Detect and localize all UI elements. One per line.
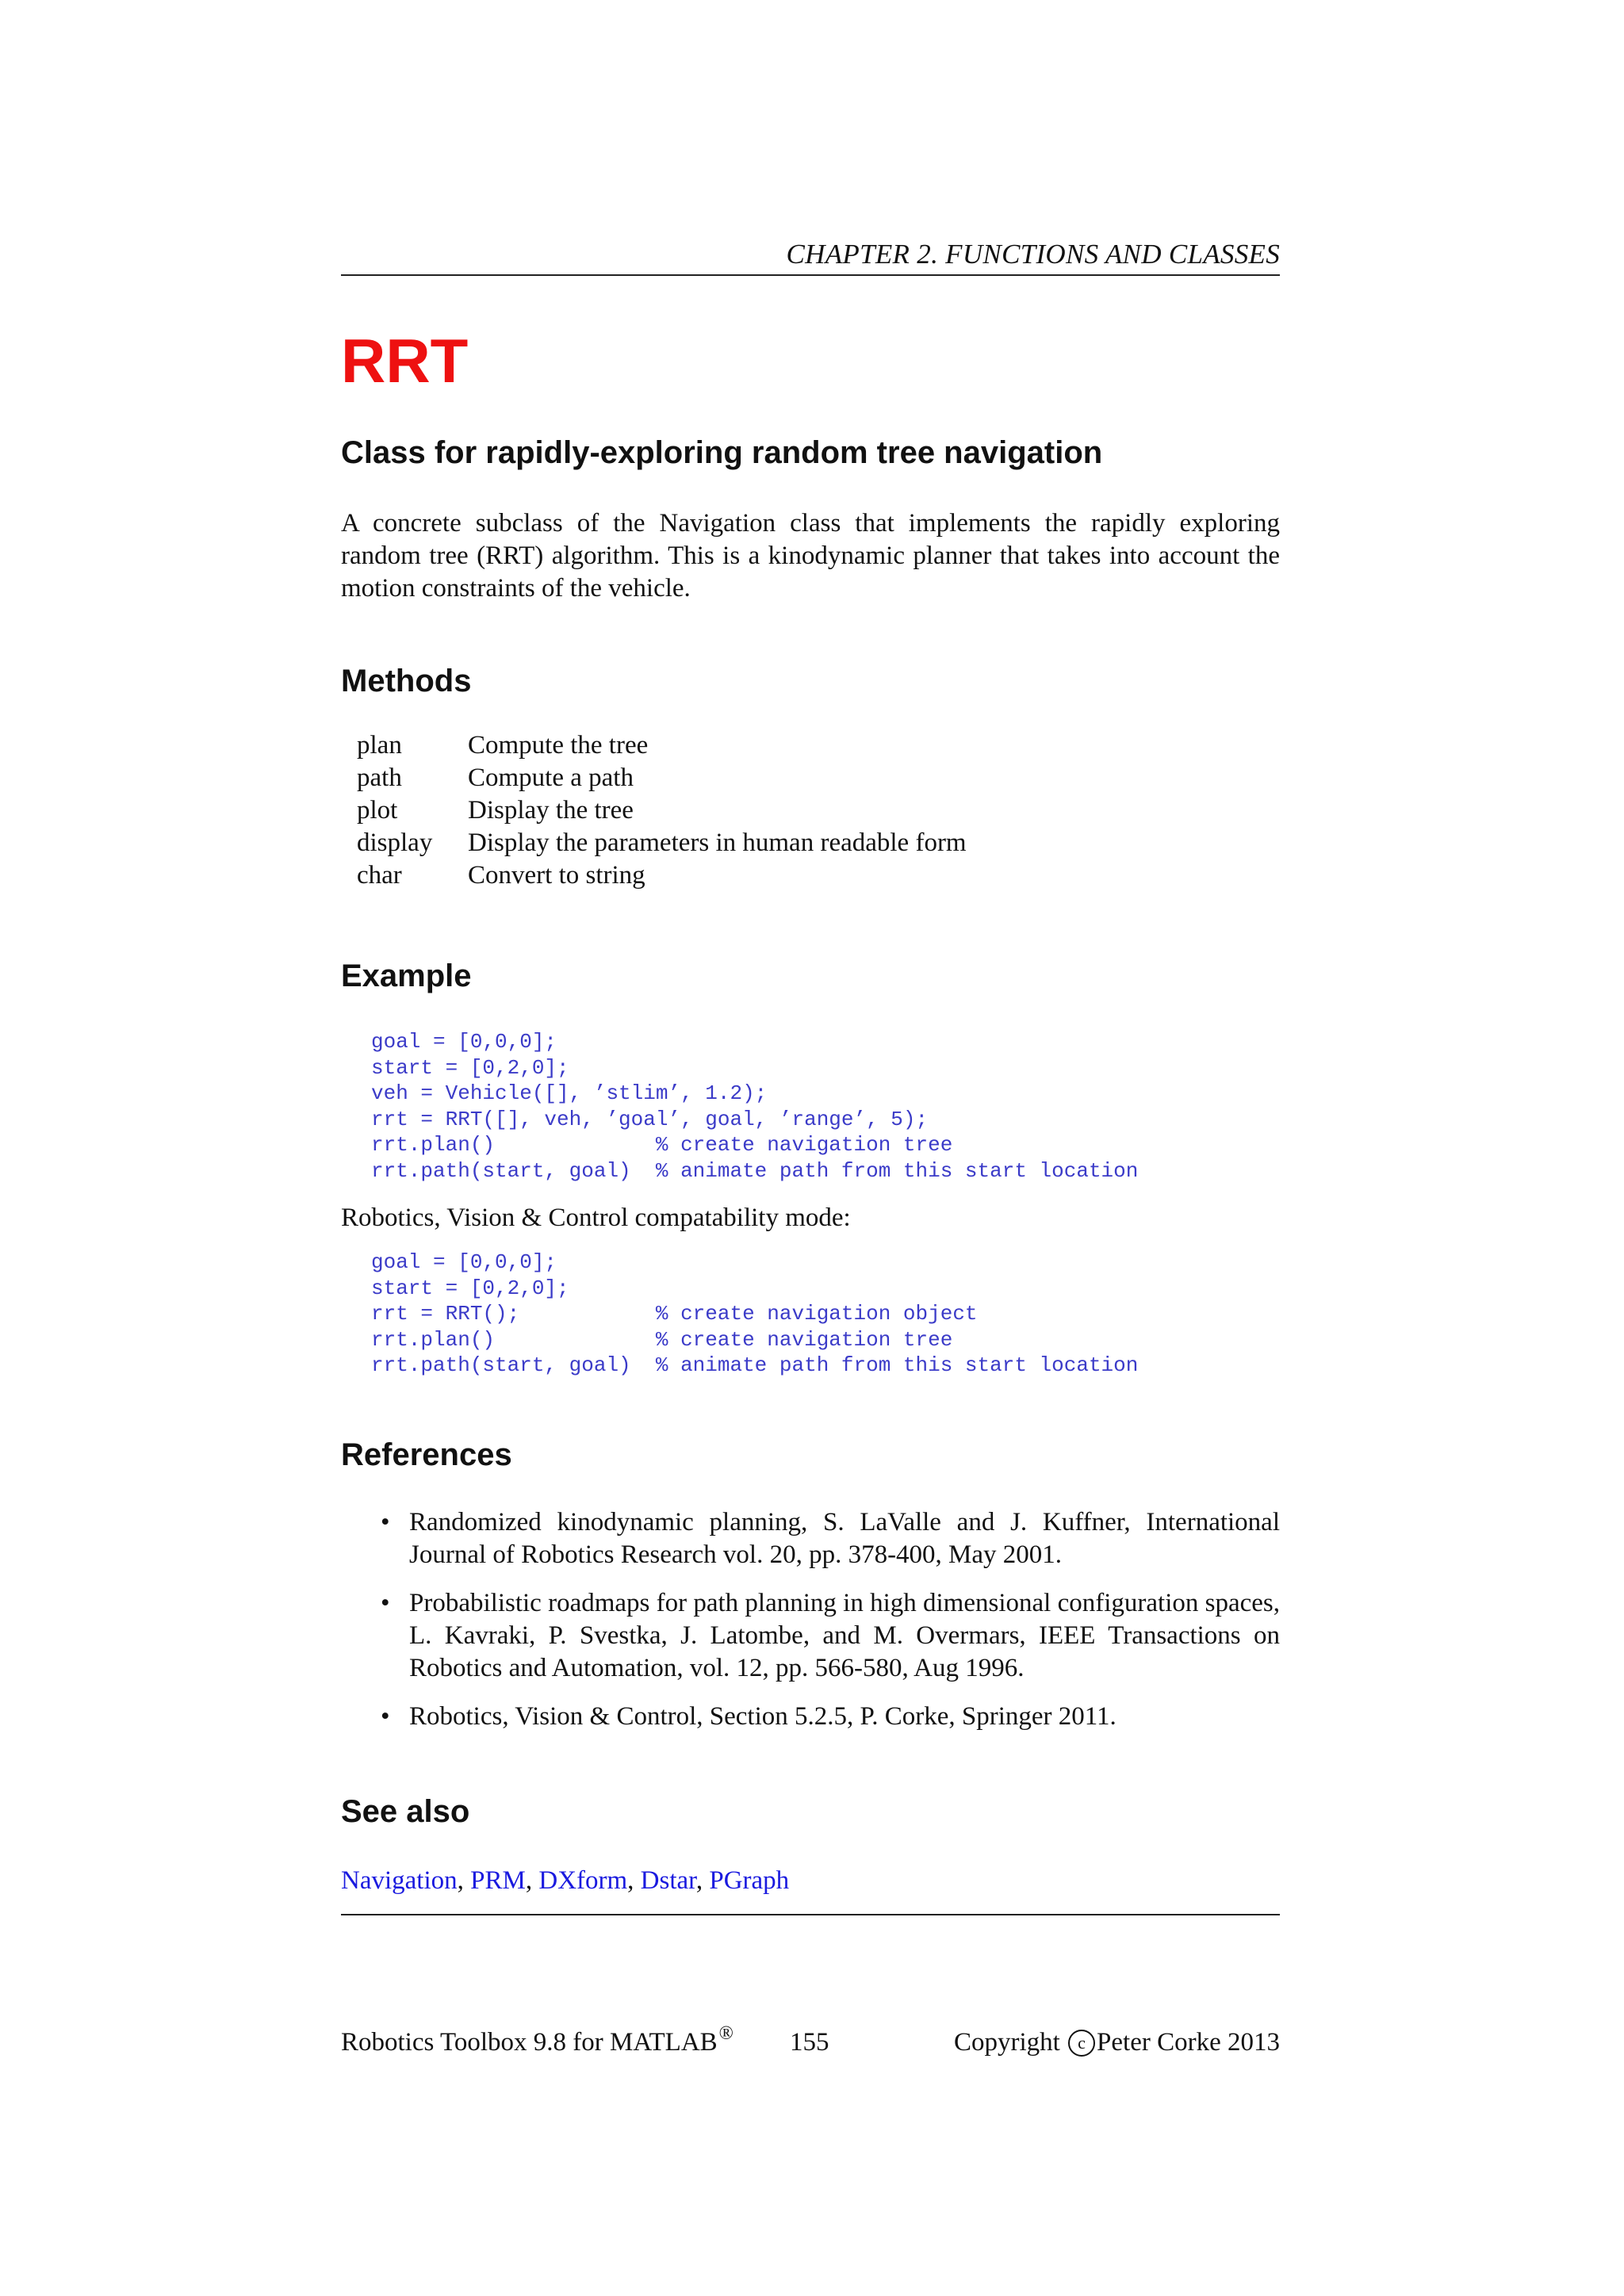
- code-line: rrt = RRT(); % create navigation object: [371, 1302, 978, 1326]
- link-separator: ,: [627, 1866, 641, 1895]
- footer-toolbox-text: Robotics Toolbox 9.8 for MATLAB: [341, 2028, 718, 2057]
- bullet-icon: •: [381, 1702, 390, 1731]
- reference-item: [341, 1587, 1280, 1685]
- link-prm[interactable]: PRM: [470, 1866, 526, 1895]
- method-description: Compute the tree: [468, 731, 649, 760]
- copyright-icon: c: [1068, 2030, 1095, 2057]
- page-number: 155: [790, 2028, 829, 2057]
- method-name: plan: [357, 731, 402, 760]
- method-row: [357, 762, 967, 794]
- description-paragraph: A concrete subclass of the Navigation class that implements the rapidly exploring random tree (RRT) algorithm. This is a kinodynamic planner that takes into account the motion constraints of the vehicle.: [341, 509, 1280, 603]
- code-line: rrt.plan() % create navigation tree: [371, 1133, 953, 1157]
- footer-toolbox-name: [341, 2023, 733, 2059]
- code-line: rrt.path(start, goal) % animate path from this start location: [371, 1353, 1139, 1377]
- link-separator: ,: [525, 1866, 539, 1895]
- code-line: rrt = RRT([], veh, ’goal’, goal, ’range’, 5);: [371, 1107, 929, 1131]
- reference-text: Randomized kinodynamic planning, S. LaValle and J. Kuffner, International Journal of Robotics Research vol. 20, pp. 378-400, May 2001.: [409, 1508, 1280, 1569]
- method-description: Display the parameters in human readable form: [468, 828, 967, 857]
- code-line: goal = [0,0,0];: [371, 1250, 557, 1274]
- footer-rule: [341, 1914, 1280, 1915]
- footer-copyright: [954, 2026, 1280, 2059]
- link-dstar[interactable]: Dstar: [640, 1866, 696, 1895]
- page-subtitle: Class for rapidly-exploring random tree navigation: [341, 435, 1103, 470]
- header-rule: [341, 274, 1280, 276]
- code-line: start = [0,2,0];: [371, 1276, 569, 1300]
- method-name: path: [357, 763, 402, 792]
- method-name: plot: [357, 796, 398, 825]
- reference-item: [341, 1506, 1280, 1571]
- references-list: [341, 1506, 1280, 1749]
- copyright-holder: Peter Corke 2013: [1097, 2028, 1280, 2057]
- example-heading: Example: [341, 959, 472, 993]
- running-head: CHAPTER 2. FUNCTIONS AND CLASSES: [786, 239, 1280, 270]
- code-line: veh = Vehicle([], ’stlim’, 1.2);: [371, 1081, 768, 1105]
- compat-mode-text: Robotics, Vision & Control compatability mode:: [341, 1203, 851, 1232]
- registered-mark: ®: [718, 2023, 733, 2044]
- reference-text: Probabilistic roadmaps for path planning in high dimensional configuration spaces, L. Kavraki, P. Svestka, J. Latombe, and M. Overmars, IEEE Transactions on Robotics and Automation, vol. 12, pp. 566-580, Aug 1996.: [409, 1589, 1280, 1682]
- methods-heading: Methods: [341, 664, 472, 698]
- link-separator: ,: [457, 1866, 471, 1895]
- bullet-icon: •: [381, 1508, 390, 1536]
- code-block-example: [371, 1029, 1138, 1184]
- link-pgraph[interactable]: PGraph: [709, 1866, 790, 1895]
- code-block-compat: [371, 1249, 1138, 1379]
- method-row: [357, 859, 967, 892]
- method-row: [357, 729, 967, 762]
- methods-table: [357, 729, 967, 892]
- page-title: RRT: [341, 326, 469, 396]
- method-name: char: [357, 861, 402, 890]
- link-navigation[interactable]: Navigation: [341, 1866, 458, 1895]
- method-name: display: [357, 828, 433, 857]
- method-row: [357, 827, 967, 859]
- code-line: start = [0,2,0];: [371, 1055, 569, 1080]
- references-heading: References: [341, 1437, 512, 1472]
- link-dxform[interactable]: DXform: [538, 1866, 628, 1895]
- link-separator: ,: [695, 1866, 710, 1895]
- method-row: [357, 794, 967, 827]
- reference-text: Robotics, Vision & Control, Section 5.2.5, P. Corke, Springer 2011.: [409, 1702, 1116, 1731]
- code-line: rrt.path(start, goal) % animate path from this start location: [371, 1158, 1139, 1183]
- code-line: goal = [0,0,0];: [371, 1030, 557, 1054]
- method-description: Compute a path: [468, 763, 634, 792]
- copyright-prefix: Copyright: [953, 2028, 1067, 2057]
- reference-item: [341, 1701, 1280, 1733]
- code-line: rrt.plan() % create navigation tree: [371, 1327, 953, 1352]
- bullet-icon: •: [381, 1589, 390, 1617]
- see-also-links: [341, 1865, 789, 1897]
- method-description: Convert to string: [468, 861, 645, 890]
- method-description: Display the tree: [468, 796, 634, 825]
- see-also-heading: See also: [341, 1794, 470, 1829]
